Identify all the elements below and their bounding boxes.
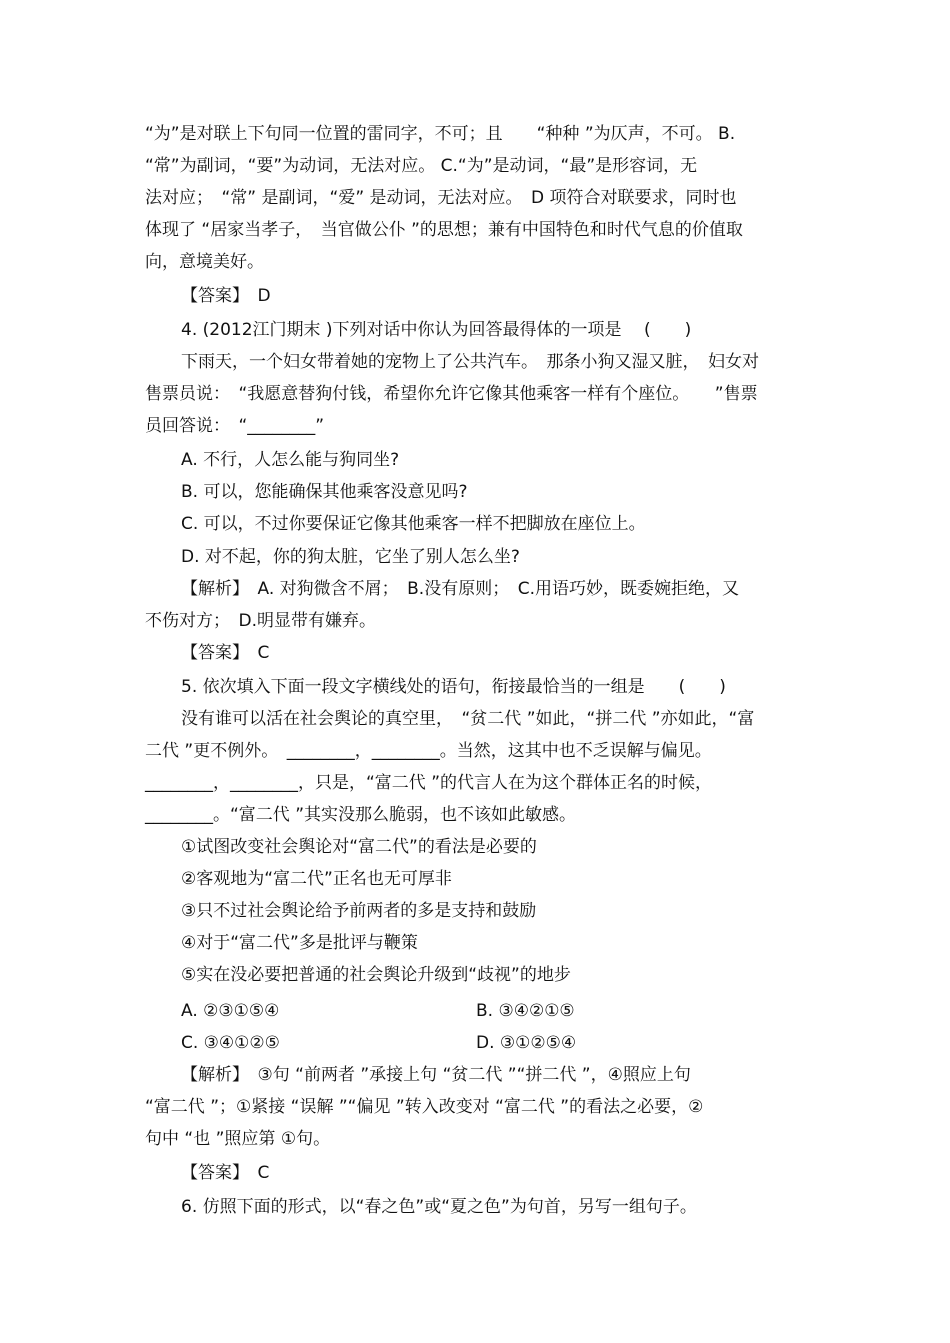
question-5-item-5: ⑤实在没必要把普通的社会舆论升级到“歧视”的地步	[181, 965, 571, 985]
answer-3: 【答案】 D	[181, 286, 271, 306]
question-4-stem: 4. (2012江门期末 )下列对话中你认为回答最得体的一项是 ( )	[181, 320, 692, 340]
question-5-item-2: ②客观地为“富二代”正名也无可厚非	[181, 869, 452, 889]
question-5-item-3: ③只不过社会舆论给予前两者的多是支持和鼓励	[181, 901, 537, 921]
question-4-passage-line-3: 员回答说： “________”	[145, 416, 325, 436]
answer-5: 【答案】 C	[181, 1163, 270, 1183]
question-5-stem: 5. 依次填入下面一段文字横线处的语句，衔接最恰当的一组是 ( )	[181, 677, 726, 697]
question-5-option-c: C. ③④①②⑤	[181, 1033, 280, 1053]
question-4-passage-line-2: 售票员说： “我愿意替狗付钱，希望你允许它像其他乘客一样有个座位。 ”售票	[145, 384, 758, 404]
question-5-option-a: A. ②③①⑤④	[181, 1001, 280, 1021]
question-4-option-b: B. 可以，您能确保其他乘客没意见吗?	[181, 482, 468, 502]
question-5-analysis-line-1: 【解析】 ③句 “前两者 ”承接上句 “贫二代 ”“拼二代 ”，④照应上句	[181, 1065, 691, 1085]
question-4-analysis-line-2: 不伤对方； D.明显带有嫌弃。	[145, 611, 376, 631]
question-4-option-a: A. 不行，人怎么能与狗同坐?	[181, 450, 400, 470]
question-5-item-4: ④对于“富二代”多是批评与鞭策	[181, 933, 418, 953]
question-4-option-d: D. 对不起，你的狗太脏，它坐了别人怎么坐?	[181, 547, 520, 567]
analysis-line-1: “为”是对联上下句同一位置的雷同字，不可；且 “种种 ”为仄声，不可。 B.	[145, 124, 736, 144]
analysis-line-3: 法对应； “常” 是副词，“爱” 是动词，无法对应。 D 项符合对联要求，同时也	[145, 188, 737, 208]
analysis-line-5: 向，意境美好。	[145, 252, 264, 272]
analysis-line-2: “常”为副词，“要”为动词，无法对应。 C.“为”是动词，“最”是形容词，无	[145, 156, 698, 176]
question-5-passage-line-4: ________。“富二代 ”其实没那么脆弱，也不该如此敏感。	[145, 805, 577, 825]
question-5-passage-line-2: 二代 ”更不例外。 ________，________。当然，这其中也不乏误解与偏见。	[145, 741, 712, 761]
question-5-option-b: B. ③④②①⑤	[476, 1001, 575, 1021]
question-5-passage-line-3: ________，________，只是，“富二代 ”的代言人在为这个群体正名的时候，	[145, 773, 713, 793]
question-5-analysis-line-2: “富二代 ”；①紧接 “误解 ”“偏见 ”转入改变对 “富二代 ”的看法之必要，②	[145, 1097, 704, 1117]
question-5-passage-line-1: 没有谁可以活在社会舆论的真空里， “贫二代 ”如此，“拼二代 ”亦如此，“富	[181, 709, 755, 729]
question-5-option-d: D. ③①②⑤④	[476, 1033, 577, 1053]
question-4-analysis-line-1: 【解析】 A. 对狗微含不屑； B.没有原则； C.用语巧妙，既委婉拒绝，又	[181, 579, 739, 599]
question-5-analysis-line-3: 句中 “也 ”照应第 ①句。	[145, 1129, 331, 1149]
answer-4: 【答案】 C	[181, 643, 270, 663]
question-4-option-c: C. 可以，不过你要保证它像其他乘客一样不把脚放在座位上。	[181, 514, 646, 534]
analysis-line-4: 体现了 “居家当孝子， 当官做公仆 ”的思想；兼有中国特色和时代气息的价值取	[145, 220, 743, 240]
question-6-stem: 6. 仿照下面的形式，以“春之色”或“夏之色”为句首，另写一组句子。	[181, 1197, 697, 1217]
question-5-item-1: ①试图改变社会舆论对“富二代”的看法是必要的	[181, 837, 537, 857]
question-4-passage-line-1: 下雨天，一个妇女带着她的宠物上了公共汽车。 那条小狗又湿又脏， 妇女对	[181, 352, 759, 372]
